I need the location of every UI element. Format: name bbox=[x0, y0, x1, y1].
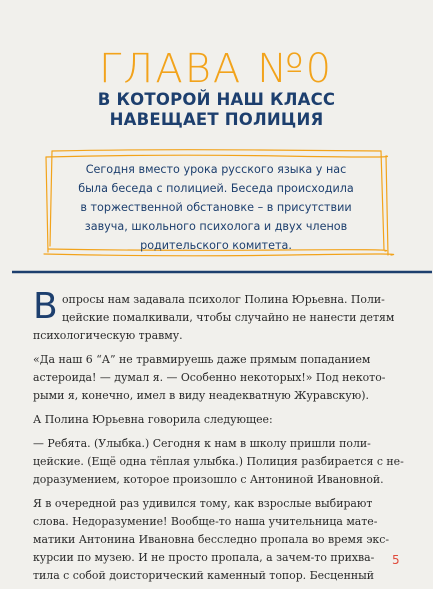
note-line: Сегодня вместо урока русского языка у нас bbox=[85, 163, 347, 176]
paragraph-line: слова. Недоразумение! Вообще-то наша учительница мате- bbox=[33, 515, 378, 528]
paragraph-line: матики Антонина Ивановна бесследно пропала во время экс- bbox=[33, 533, 390, 546]
note-line: в торжественной обстановке – в присутствии bbox=[80, 201, 352, 214]
note-line: завуча, школьного психолога и двух членов bbox=[84, 220, 348, 233]
body-text bbox=[33, 286, 404, 585]
note-line: была беседа с полицией. Беседа происходила bbox=[78, 182, 354, 195]
paragraph-line: Я в очередной раз удивился тому, как взрослые выбирают bbox=[33, 497, 373, 510]
chapter-note bbox=[56, 160, 376, 255]
chapter-subtitle-line-1: В КОТОРОЙ НАШ КЛАСС bbox=[97, 90, 336, 109]
chapter-heading bbox=[88, 48, 344, 88]
paragraph-line: астероида! — думал я. — Особенно некоторых!» Под некото- bbox=[33, 371, 386, 384]
paragraph-line: доразумением, которое произошло с Антониной Ивановной. bbox=[33, 473, 384, 486]
paragraph-line: психологическую травму. bbox=[33, 329, 183, 342]
paragraph-line: А Полина Юрьевна говорила следующее: bbox=[33, 413, 273, 426]
paragraph-line: рыми я, конечно, имел в виду неадекватную Журавскую). bbox=[33, 389, 369, 402]
paragraph-line: опросы нам задавала психолог Полина Юрьевна. Поли- bbox=[62, 293, 385, 306]
page-number: 5 bbox=[392, 553, 400, 567]
drop-cap: В bbox=[33, 286, 58, 327]
paragraph-line: — Ребята. (Улыбка.) Сегодня к нам в школу пришли поли- bbox=[33, 437, 371, 450]
paragraph-line: цейские. (Ещё одна тёплая улыбка.) Полиция разбирается с не- bbox=[33, 455, 404, 468]
paragraph-line: цейские помалкивали, чтобы случайно не нанести детям bbox=[62, 311, 395, 324]
chapter-subtitle-line-2: НАВЕЩАЕТ ПОЛИЦИЯ bbox=[109, 110, 324, 129]
section-divider bbox=[12, 270, 432, 274]
paragraph-line: «Да наш 6 “А” не травмируешь даже прямым попаданием bbox=[33, 353, 371, 366]
paragraph-line: тила с собой доисторический каменный топор. Бесценный bbox=[33, 569, 375, 582]
paragraph-line: курсии по музею. И не просто пропала, а зачем-то прихва- bbox=[33, 551, 375, 564]
note-line: родительского комитета. bbox=[140, 239, 292, 252]
chapter-heading-text: ГЛАВА №0 bbox=[98, 48, 334, 88]
